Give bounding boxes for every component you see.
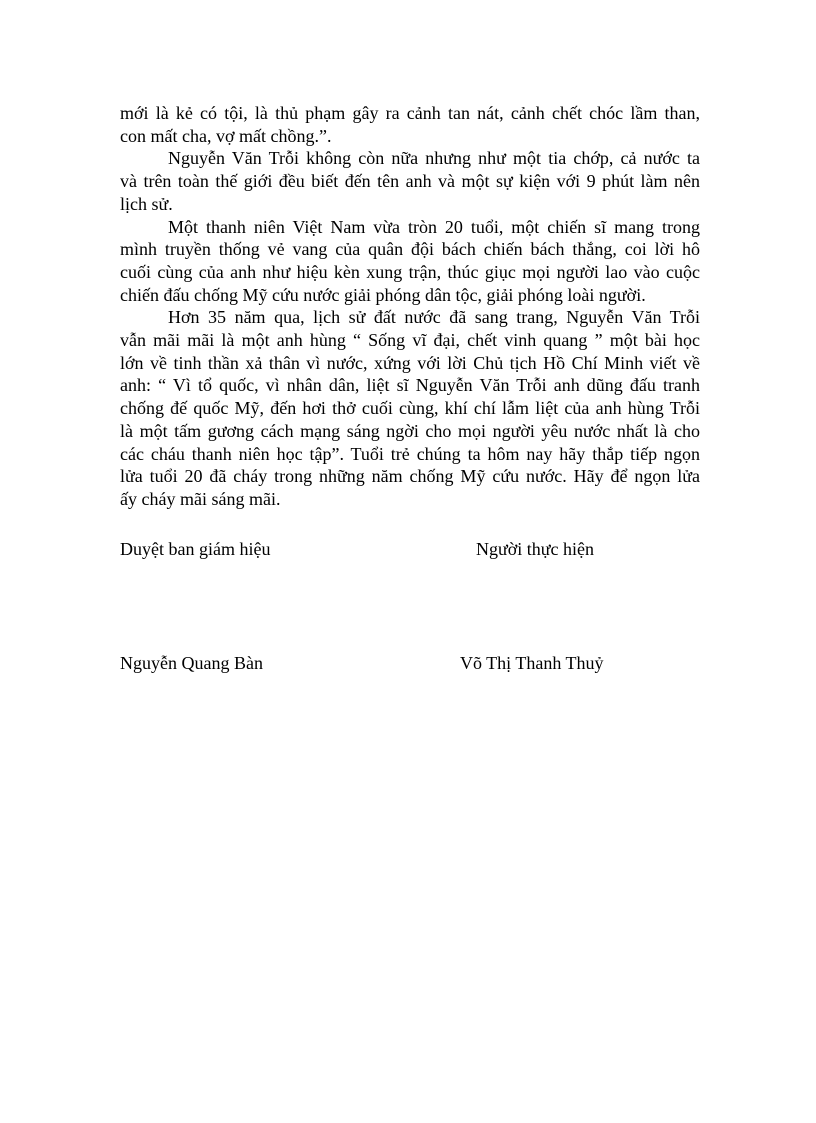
body-line: mới là kẻ có tội, là thủ phạm gây ra cảnh tan nát, cảnh chết chóc lầm than, [120,103,700,123]
body-line: vẫn mãi mãi là một anh hùng “ Sống vĩ đại, chết vinh quang ” một bài học [120,330,700,351]
paragraph-start: Hơn 35 năm qua, lịch sử đất nước đã sang trang, Nguyễn Văn Trỗi [168,307,700,328]
body-line: là một tấm gương cách mạng sáng ngời cho mọi người yêu nước nhất là cho [120,420,700,441]
author-name: Võ Thị Thanh Thuỷ [460,653,604,673]
body-line: ấy cháy mãi sáng mãi. [120,488,281,509]
author-title: Người thực hiện [476,539,595,559]
paragraph-start: Một thanh niên Việt Nam vừa tròn 20 tuổi, một chiến sĩ mang trong [168,216,700,237]
body-line: lịch sử. [120,193,173,214]
approval-title: Duyệt ban giám hiệu [120,539,271,559]
body-line: chiến đấu chống Mỹ cứu nước giải phóng dân tộc, giải phóng loài người. [120,284,646,305]
body-line: lửa tuổi 20 đã cháy trong những năm chống Mỹ cứu nước. Hãy để ngọn lửa [120,466,700,487]
body-line: lớn về tinh thần xả thân vì nước, xứng với lời Chủ tịch Hồ Chí Minh viết về [120,352,700,373]
body-line: anh: “ Vì tổ quốc, vì nhân dân, liệt sĩ Nguyễn Văn Trỗi anh dũng đấu tranh [120,375,700,396]
body-line: cuối cùng của anh như hiệu kèn xung trận, thúc giục mọi người lao vào cuộc [120,261,700,282]
body-line: chống đế quốc Mỹ, đến hơi thở cuối cùng, khí chí lẫm liệt của anh hùng Trỗi [120,398,700,419]
paragraph-start: Nguyễn Văn Trỗi không còn nữa nhưng như một tia chớp, cả nước ta [168,148,700,169]
approver-name: Nguyễn Quang Bàn [120,653,263,673]
body-line: các cháu thanh niên học tập”. Tuổi trẻ chúng ta hôm nay hãy thắp tiếp ngọn [120,443,700,464]
body-line: con mất cha, vợ mất chồng.”. [120,125,332,146]
body-line: mình truyền thống vẻ vang của quân đội bách chiến bách thắng, coi lời hô [120,239,700,260]
body-line: và trên toàn thế giới đều biết đến tên anh và một sự kiện với 9 phút làm nên [120,171,700,192]
body-text [120,102,700,511]
